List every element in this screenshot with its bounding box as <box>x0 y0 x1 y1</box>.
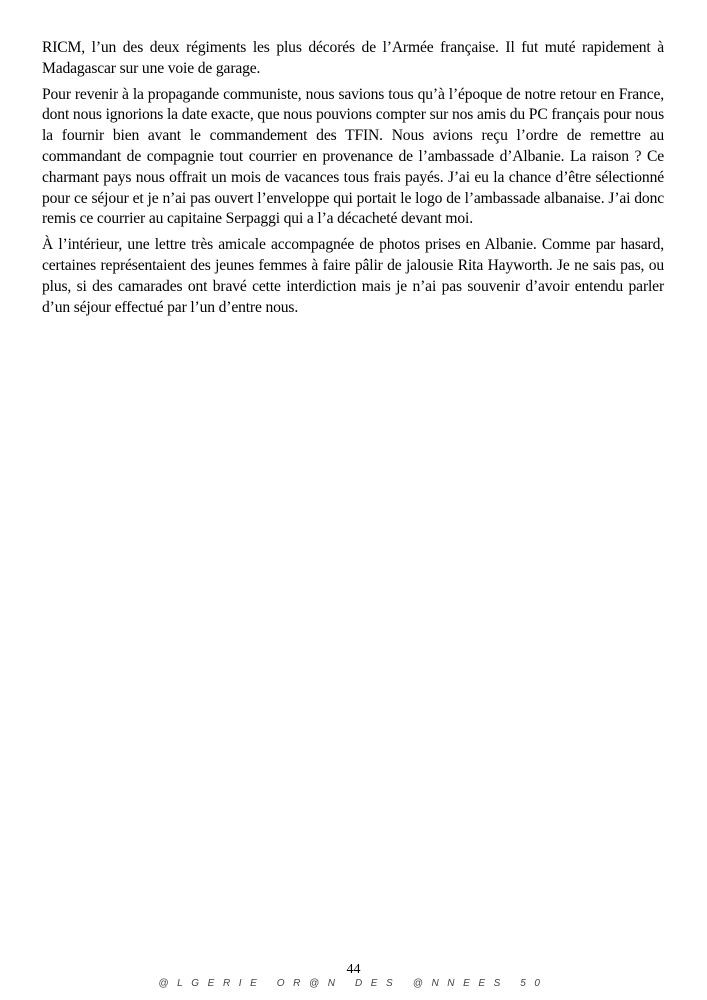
page-number: 44 <box>346 962 361 977</box>
paragraph-2: Pour revenir à la propagande communiste, nous savions tous qu’à l’époque de notre retour en France, dont nous ignorions la date exacte, que nous pouvions compter sur nos amis du PC français pour nous la fournir bien avant le commandement des TFIN. Nous avions reçu l’ordre de remettre au commandant de compagnie tout courrier en provenance de l’ambassade d’Albanie. La raison ? Ce charmant pays nous offrait un mois de vacances tous frais payés. J’ai eu la chance d’être sélectionné pour ce séjour et je n’ai pas ouvert l’enveloppe qui portait le logo de l’ambassade albanaise. J’ai donc remis ce courrier au capitaine Serpaggi qui a l’a décacheté devant moi. <box>42 85 664 228</box>
paragraph-1: RICM, l’un des deux régiments les plus décorés de l’Armée française. Il fut muté rapidement à Madagascar sur une voie de garage. <box>42 39 664 77</box>
page-body <box>42 38 664 323</box>
running-footer: @LGERIE OR@N DES @NNEES 50 <box>158 978 549 989</box>
paragraph-3: À l’intérieur, une lettre très amicale accompagnée de photos prises en Albanie. Comme par hasard, certaines représentaient des jeunes femmes à faire pâlir de jalousie Rita Hayworth. Je ne sais pas, ou plus, si des camarades ont bravé cette interdiction mais je n’ai pas souvenir d’avoir entendu parler d’un séjour effectué par l’un d’entre nous. <box>42 236 664 316</box>
